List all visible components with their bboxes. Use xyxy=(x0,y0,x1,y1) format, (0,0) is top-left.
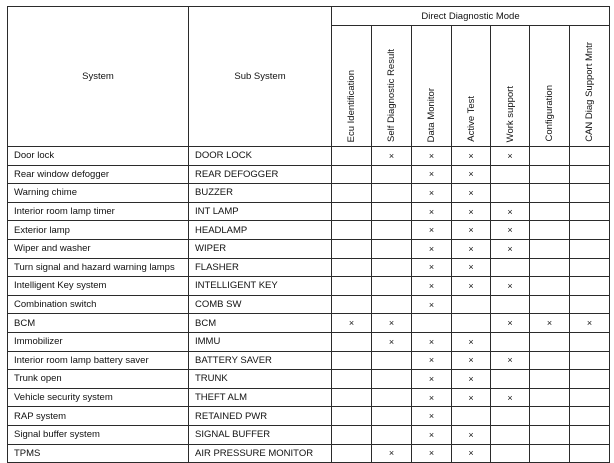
support-mark-work-support: × xyxy=(491,314,530,333)
system-cell: TPMS xyxy=(8,444,189,463)
empty-cell-ecu-identification xyxy=(332,444,372,463)
support-mark-data-monitor: × xyxy=(412,202,452,221)
subsystem-column-header: Sub System xyxy=(189,7,332,147)
empty-cell-can-diag-support-mntr xyxy=(570,425,610,444)
empty-cell-configuration xyxy=(530,239,570,258)
support-mark-active-test: × xyxy=(452,444,491,463)
column-header-ecu-identification xyxy=(332,26,372,147)
support-mark-data-monitor: × xyxy=(412,221,452,240)
empty-cell-can-diag-support-mntr xyxy=(570,295,610,314)
table-row xyxy=(8,202,610,221)
subsystem-cell: WIPER xyxy=(189,239,332,258)
support-mark-self-diagnostic-result: × xyxy=(372,444,412,463)
empty-cell-configuration xyxy=(530,332,570,351)
system-cell: Intelligent Key system xyxy=(8,277,189,296)
support-mark-configuration: × xyxy=(530,314,570,333)
empty-cell-configuration xyxy=(530,444,570,463)
table-row xyxy=(8,277,610,296)
empty-cell-work-support xyxy=(491,370,530,389)
column-header-label: Ecu Identification xyxy=(346,69,357,142)
empty-cell-self-diagnostic-result xyxy=(372,239,412,258)
system-cell: Wiper and washer xyxy=(8,239,189,258)
subsystem-cell: REAR DEFOGGER xyxy=(189,165,332,184)
table-row xyxy=(8,258,610,277)
support-mark-self-diagnostic-result: × xyxy=(372,147,412,166)
subsystem-cell: RETAINED PWR xyxy=(189,407,332,426)
system-cell: Turn signal and hazard warning lamps xyxy=(8,258,189,277)
empty-cell-can-diag-support-mntr xyxy=(570,332,610,351)
empty-cell-work-support xyxy=(491,332,530,351)
subsystem-cell: COMB SW xyxy=(189,295,332,314)
column-header-self-diagnostic-result xyxy=(372,26,412,147)
support-mark-data-monitor: × xyxy=(412,277,452,296)
subsystem-cell: BATTERY SAVER xyxy=(189,351,332,370)
table-row xyxy=(8,425,610,444)
column-header-label: CAN Diag Support Mntr xyxy=(584,42,595,142)
empty-cell-can-diag-support-mntr xyxy=(570,239,610,258)
support-mark-active-test: × xyxy=(452,221,491,240)
empty-cell-self-diagnostic-result xyxy=(372,184,412,203)
empty-cell-ecu-identification xyxy=(332,351,372,370)
table-row xyxy=(8,165,610,184)
empty-cell-can-diag-support-mntr xyxy=(570,388,610,407)
system-cell: Trunk open xyxy=(8,370,189,389)
support-mark-data-monitor: × xyxy=(412,184,452,203)
table-row xyxy=(8,351,610,370)
support-mark-active-test: × xyxy=(452,202,491,221)
empty-cell-ecu-identification xyxy=(332,407,372,426)
empty-cell-can-diag-support-mntr xyxy=(570,258,610,277)
empty-cell-self-diagnostic-result xyxy=(372,388,412,407)
system-column-header: System xyxy=(8,7,189,147)
empty-cell-work-support xyxy=(491,444,530,463)
support-mark-can-diag-support-mntr: × xyxy=(570,314,610,333)
support-mark-data-monitor: × xyxy=(412,295,452,314)
empty-cell-work-support xyxy=(491,407,530,426)
column-header-active-test xyxy=(452,26,491,147)
empty-cell-configuration xyxy=(530,425,570,444)
empty-cell-can-diag-support-mntr xyxy=(570,147,610,166)
empty-cell-ecu-identification xyxy=(332,202,372,221)
support-mark-data-monitor: × xyxy=(412,425,452,444)
empty-cell-ecu-identification xyxy=(332,221,372,240)
column-header-label: Configuration xyxy=(544,85,555,142)
table-row xyxy=(8,407,610,426)
support-mark-data-monitor: × xyxy=(412,332,452,351)
table-row xyxy=(8,444,610,463)
support-mark-active-test: × xyxy=(452,184,491,203)
support-mark-active-test: × xyxy=(452,277,491,296)
support-mark-work-support: × xyxy=(491,147,530,166)
empty-cell-configuration xyxy=(530,351,570,370)
system-cell: Signal buffer system xyxy=(8,425,189,444)
empty-cell-configuration xyxy=(530,407,570,426)
support-mark-self-diagnostic-result: × xyxy=(372,314,412,333)
support-mark-active-test: × xyxy=(452,425,491,444)
empty-cell-work-support xyxy=(491,295,530,314)
table-row xyxy=(8,221,610,240)
support-mark-data-monitor: × xyxy=(412,351,452,370)
empty-cell-configuration xyxy=(530,295,570,314)
support-mark-ecu-identification: × xyxy=(332,314,372,333)
diagnostic-table-container xyxy=(7,6,610,463)
empty-cell-can-diag-support-mntr xyxy=(570,202,610,221)
empty-cell-work-support xyxy=(491,258,530,277)
empty-cell-self-diagnostic-result xyxy=(372,277,412,296)
empty-cell-configuration xyxy=(530,165,570,184)
system-cell: Exterior lamp xyxy=(8,221,189,240)
empty-cell-self-diagnostic-result xyxy=(372,165,412,184)
empty-cell-self-diagnostic-result xyxy=(372,221,412,240)
support-mark-active-test: × xyxy=(452,351,491,370)
empty-cell-can-diag-support-mntr xyxy=(570,407,610,426)
table-row xyxy=(8,147,610,166)
support-mark-active-test: × xyxy=(452,332,491,351)
column-header-data-monitor xyxy=(412,26,452,147)
subsystem-cell: BUZZER xyxy=(189,184,332,203)
empty-cell-can-diag-support-mntr xyxy=(570,277,610,296)
empty-cell-self-diagnostic-result xyxy=(372,407,412,426)
support-mark-data-monitor: × xyxy=(412,407,452,426)
empty-cell-data-monitor xyxy=(412,314,452,333)
system-cell: RAP system xyxy=(8,407,189,426)
empty-cell-self-diagnostic-result xyxy=(372,202,412,221)
empty-cell-ecu-identification xyxy=(332,277,372,296)
support-mark-self-diagnostic-result: × xyxy=(372,332,412,351)
support-mark-data-monitor: × xyxy=(412,370,452,389)
support-mark-data-monitor: × xyxy=(412,258,452,277)
support-mark-active-test: × xyxy=(452,388,491,407)
support-mark-work-support: × xyxy=(491,351,530,370)
support-mark-active-test: × xyxy=(452,147,491,166)
system-cell: Combination switch xyxy=(8,295,189,314)
empty-cell-configuration xyxy=(530,184,570,203)
subsystem-cell: FLASHER xyxy=(189,258,332,277)
column-header-label: Active Test xyxy=(465,96,477,142)
empty-cell-ecu-identification xyxy=(332,388,372,407)
diagnostic-mode-table xyxy=(7,6,610,463)
empty-cell-can-diag-support-mntr xyxy=(570,221,610,240)
subsystem-cell: AIR PRESSURE MONITOR xyxy=(189,444,332,463)
empty-cell-can-diag-support-mntr xyxy=(570,351,610,370)
empty-cell-ecu-identification xyxy=(332,147,372,166)
system-cell: Interior room lamp battery saver xyxy=(8,351,189,370)
support-mark-work-support: × xyxy=(491,239,530,258)
empty-cell-can-diag-support-mntr xyxy=(570,184,610,203)
empty-cell-work-support xyxy=(491,425,530,444)
system-cell: Rear window defogger xyxy=(8,165,189,184)
subsystem-cell: SIGNAL BUFFER xyxy=(189,425,332,444)
empty-cell-configuration xyxy=(530,388,570,407)
support-mark-active-test: × xyxy=(452,239,491,258)
system-cell: Door lock xyxy=(8,147,189,166)
support-mark-data-monitor: × xyxy=(412,444,452,463)
subsystem-cell: BCM xyxy=(189,314,332,333)
table-row xyxy=(8,332,610,351)
subsystem-cell: THEFT ALM xyxy=(189,388,332,407)
empty-cell-configuration xyxy=(530,221,570,240)
support-mark-work-support: × xyxy=(491,221,530,240)
subsystem-cell: HEADLAMP xyxy=(189,221,332,240)
table-row xyxy=(8,370,610,389)
empty-cell-configuration xyxy=(530,370,570,389)
empty-cell-configuration xyxy=(530,258,570,277)
support-mark-data-monitor: × xyxy=(412,147,452,166)
empty-cell-active-test xyxy=(452,407,491,426)
system-cell: Warning chime xyxy=(8,184,189,203)
empty-cell-ecu-identification xyxy=(332,258,372,277)
empty-cell-self-diagnostic-result xyxy=(372,258,412,277)
table-row xyxy=(8,314,610,333)
empty-cell-ecu-identification xyxy=(332,332,372,351)
empty-cell-ecu-identification xyxy=(332,370,372,389)
support-mark-data-monitor: × xyxy=(412,239,452,258)
table-row xyxy=(8,295,610,314)
subsystem-cell: INTELLIGENT KEY xyxy=(189,277,332,296)
empty-cell-self-diagnostic-result xyxy=(372,295,412,314)
table-row xyxy=(8,184,610,203)
subsystem-cell: INT LAMP xyxy=(189,202,332,221)
subsystem-cell: TRUNK xyxy=(189,370,332,389)
support-mark-active-test: × xyxy=(452,258,491,277)
column-header-can-diag-support-mntr xyxy=(570,26,610,147)
empty-cell-can-diag-support-mntr xyxy=(570,165,610,184)
empty-cell-configuration xyxy=(530,147,570,166)
empty-cell-self-diagnostic-result xyxy=(372,370,412,389)
system-cell: Interior room lamp timer xyxy=(8,202,189,221)
column-header-label: Data Monitor xyxy=(426,87,437,142)
empty-cell-can-diag-support-mntr xyxy=(570,444,610,463)
empty-cell-ecu-identification xyxy=(332,425,372,444)
support-mark-data-monitor: × xyxy=(412,388,452,407)
empty-cell-ecu-identification xyxy=(332,295,372,314)
system-cell: Immobilizer xyxy=(8,332,189,351)
table-row xyxy=(8,239,610,258)
system-cell: Vehicle security system xyxy=(8,388,189,407)
support-mark-active-test: × xyxy=(452,165,491,184)
support-mark-work-support: × xyxy=(491,388,530,407)
subsystem-cell: IMMU xyxy=(189,332,332,351)
system-cell: BCM xyxy=(8,314,189,333)
column-header-work-support xyxy=(491,26,530,147)
column-header-configuration xyxy=(530,26,570,147)
empty-cell-can-diag-support-mntr xyxy=(570,370,610,389)
table-row xyxy=(8,388,610,407)
empty-cell-ecu-identification xyxy=(332,165,372,184)
empty-cell-ecu-identification xyxy=(332,184,372,203)
column-header-label: Work support xyxy=(504,85,516,142)
column-header-label: Self Diagnostic Result xyxy=(386,49,397,142)
support-mark-active-test: × xyxy=(452,370,491,389)
support-mark-work-support: × xyxy=(491,202,530,221)
empty-cell-work-support xyxy=(491,165,530,184)
empty-cell-active-test xyxy=(452,314,491,333)
support-mark-data-monitor: × xyxy=(412,165,452,184)
empty-cell-work-support xyxy=(491,184,530,203)
support-mark-work-support: × xyxy=(491,277,530,296)
empty-cell-active-test xyxy=(452,295,491,314)
empty-cell-configuration xyxy=(530,202,570,221)
empty-cell-self-diagnostic-result xyxy=(372,425,412,444)
empty-cell-self-diagnostic-result xyxy=(372,351,412,370)
direct-diagnostic-mode-header: Direct Diagnostic Mode xyxy=(332,7,610,26)
empty-cell-ecu-identification xyxy=(332,239,372,258)
subsystem-cell: DOOR LOCK xyxy=(189,147,332,166)
empty-cell-configuration xyxy=(530,277,570,296)
